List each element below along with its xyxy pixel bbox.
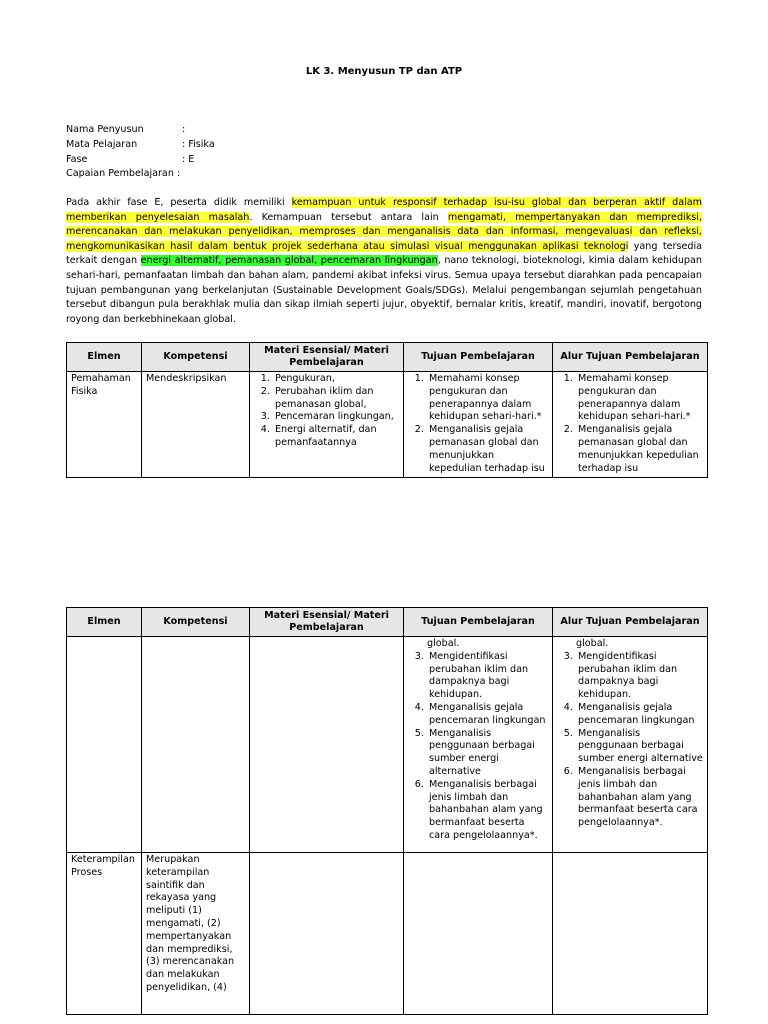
tp-atp-table-page2 bbox=[66, 607, 708, 1015]
cell-kompetensi: Merupakan keterampilan saintifik dan rekayasa yang meliputi (1) mengamati, (2) mempertanyakan dan memprediksi, (3) merencanakan dan melakukan penyelidikan, (4) bbox=[142, 853, 250, 1015]
cell-alur bbox=[553, 637, 708, 853]
list-item: 4. Energi alternatif, dan pemanfaatannya bbox=[273, 424, 399, 450]
meta-row-penyusun bbox=[66, 123, 215, 138]
table-row bbox=[67, 853, 708, 1015]
list-item: 4. Menganalisis gejala pencemaran lingkungan bbox=[576, 702, 703, 728]
meta-label: Mata Pelajaran bbox=[66, 138, 138, 150]
list-item: 2. Menganalisis gejala pemanasan global dan menunjukkan kepedulian terhadap isu bbox=[576, 424, 703, 475]
table-row bbox=[67, 372, 708, 478]
cell-materi bbox=[250, 853, 404, 1015]
list-item: 1. Memahami konsep pengukuran dan penerapannya dalam kehidupan sehari-hari.* bbox=[427, 373, 548, 424]
highlight-green: energi alternatif, pemanasan global, pencemaran lingkungan bbox=[140, 255, 438, 267]
header-kompetensi: Kompetensi bbox=[142, 608, 250, 637]
list-item: 3. Mengidentifikasi perubahan iklim dan dampaknya bagi kehidupan. bbox=[576, 651, 703, 702]
meta-value: : E bbox=[182, 153, 195, 165]
cell-elmen: Pemahaman Fisika bbox=[67, 372, 142, 478]
list-item: 1. Pengukuran, bbox=[273, 373, 399, 386]
paragraph-text: Pada akhir fase E, peserta didik memiliki bbox=[66, 197, 292, 208]
header-tujuan: Tujuan Pembelajaran bbox=[404, 608, 553, 637]
meta-label: Capaian Pembelajaran : bbox=[66, 168, 181, 180]
header-materi: Materi Esensial/ Materi Pembelajaran bbox=[250, 343, 404, 372]
cell-tujuan bbox=[404, 637, 553, 853]
meta-row-capaian bbox=[66, 167, 215, 182]
list-item: 6. Menganalisis berbagai jenis limbah dan bahanbahan alam yang bermanfaat beserta cara pengelolaannya*. bbox=[427, 779, 548, 843]
highlight-yellow: kemampuan untuk responsif terhadap isu-isu global dan berperan aktif dalam memberikan penyelesaian masalah bbox=[66, 197, 702, 223]
header-elmen: Elmen bbox=[67, 343, 142, 372]
list-item: 6. Menganalisis berbagai jenis limbah dan bahanbahan alam yang bermanfaat beserta cara pengelolaannya*. bbox=[576, 766, 703, 830]
capaian-paragraph bbox=[66, 196, 702, 327]
continued-text: global. bbox=[427, 638, 460, 649]
cell-elmen bbox=[67, 637, 142, 853]
table-row bbox=[67, 637, 708, 853]
cell-alur bbox=[553, 372, 708, 478]
cell-kompetensi bbox=[142, 637, 250, 853]
highlight-yellow: mengamati, mempertanyakan dan memprediksi, merencanakan dan melakukan penyelidikan, memproses dan menganalisis data dan informasi, mengevaluasi dan refleksi, mengkomunikasikan hasil dalam bentuk projek sederhana atau simulasi visual menggunakan aplikasi teknologi bbox=[66, 211, 702, 252]
header-tujuan: Tujuan Pembelajaran bbox=[404, 343, 553, 372]
list-item: 5. Menganalisis penggunaan berbagai sumber energi alternative bbox=[576, 728, 703, 766]
cell-elmen: Keterampilan Proses bbox=[67, 853, 142, 1015]
list-item: 3. Pencemaran lingkungan, bbox=[273, 411, 399, 424]
cell-materi bbox=[250, 372, 404, 478]
paragraph-text: yang tersedia terkait dengan bbox=[66, 240, 702, 267]
list-item: 3. Mengidentifikasi perubahan iklim dan dampaknya bagi kehidupan. bbox=[427, 651, 548, 702]
header-kompetensi: Kompetensi bbox=[142, 343, 250, 372]
cell-tujuan bbox=[404, 372, 553, 478]
meta-row-fase bbox=[66, 153, 215, 168]
meta-row-mapel bbox=[66, 138, 215, 153]
table-header-row bbox=[67, 608, 708, 637]
tp-atp-table-page1 bbox=[66, 342, 708, 478]
paragraph-text: , nano teknologi, bioteknologi, kimia dalam kehidupan sehari-hari, pemanfaatan limbah dan bahan alam, pandemi akibat infeksi virus. Semua upaya tersebut diarahkan pada pencapaian tujuan pembangunan yang berkelanjutan (Sustainable Development Goals/SDGs). Melalui pengembangan sejumlah pengetahuan tersebut dibangun pula berakhlak mulia dan sikap ilmiah seperti jujur, obyektif, bernalar kritis, kreatif, mandiri, inovatif, bergotong royong dan berkebhinekaan global. bbox=[66, 255, 702, 325]
list-item: 4. Menganalisis gejala pencemaran lingkungan bbox=[427, 702, 548, 728]
header-elmen: Elmen bbox=[67, 608, 142, 637]
cell-tujuan bbox=[404, 853, 553, 1015]
meta-value: : Fisika bbox=[182, 138, 215, 150]
document-title: LK 3. Menyusun TP dan ATP bbox=[305, 66, 463, 77]
paragraph-text: . Kemampuan tersebut antara lain bbox=[249, 211, 448, 223]
cell-kompetensi: Mendeskripsikan bbox=[142, 372, 250, 478]
list-item: 1. Memahami konsep pengukuran dan penerapannya dalam kehidupan sehari-hari.* bbox=[576, 373, 703, 424]
identity-block bbox=[66, 123, 215, 182]
list-item: 2. Menganalisis gejala pemanasan global dan menunjukkan kepedulian terhadap isu bbox=[427, 424, 548, 475]
header-materi: Materi Esensial/ Materi Pembelajaran bbox=[250, 608, 404, 637]
header-alur: Alur Tujuan Pembelajaran bbox=[553, 343, 708, 372]
list-item: 5. Menganalisis penggunaan berbagai sumber energi alternative bbox=[427, 728, 548, 779]
meta-label: Fase bbox=[66, 153, 88, 165]
table-header-row bbox=[67, 343, 708, 372]
meta-label: Nama Penyusun bbox=[66, 124, 144, 135]
list-item: 2. Perubahan iklim dan pemanasan global, bbox=[273, 386, 399, 412]
continued-text: global. bbox=[576, 638, 609, 649]
meta-value: : bbox=[182, 124, 186, 135]
cell-materi bbox=[250, 637, 404, 853]
header-alur: Alur Tujuan Pembelajaran bbox=[553, 608, 708, 637]
cell-alur bbox=[553, 853, 708, 1015]
